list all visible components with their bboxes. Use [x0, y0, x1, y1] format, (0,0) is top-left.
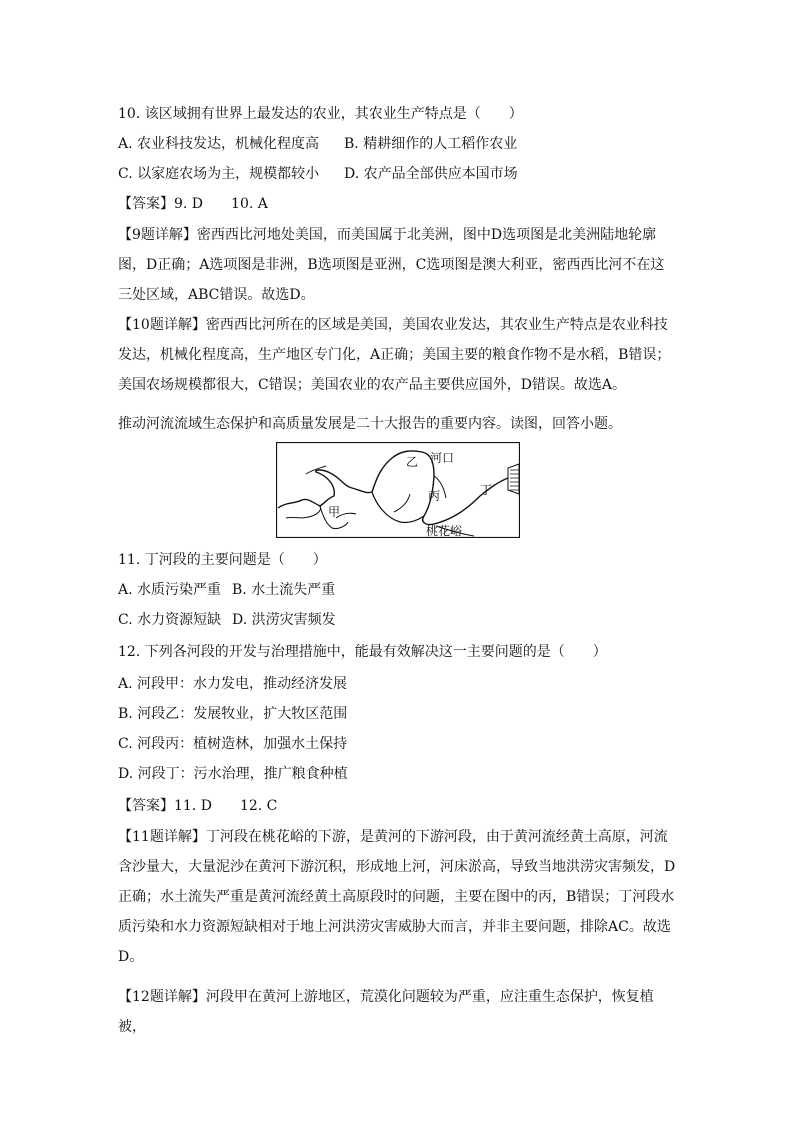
- label-hekou: 河口: [430, 451, 455, 465]
- label-ding: 丁: [480, 483, 493, 497]
- q10-option-d: D. 农产品全部供应本国市场: [344, 166, 518, 182]
- q11-option-c: C. 水力资源短缺: [118, 612, 222, 628]
- q12-option-a: A. 河段甲：水力发电，推动经济发展: [118, 676, 348, 692]
- q11-option-d: D. 洪涝灾害频发: [232, 612, 336, 628]
- river-map-svg: [276, 442, 520, 538]
- q10-option-c: C. 以家庭农场为主，规模都较小: [118, 166, 320, 182]
- explanation-11: 【11题详解】丁河段在桃花峪的下游，是黄河的下游河段，由于黄河流经黄土高原，河流含沙量大，大量泥沙在黄河下游沉积，形成地上河，河床淤高，导致当地洪涝灾害频发，D正确；水土流失严重是黄河流经黄土高原段时的问题，主要在图中的丙，B错误；丁河段水质污染和水力资源短缺相对于地上河洪涝灾害威胁大而言，并非主要问题，排除AC。故选D。: [118, 829, 676, 965]
- answer-9-10: 【答案】9. D 10. A: [118, 196, 268, 212]
- answer-11-12: 【答案】11. D 12. C: [118, 798, 278, 814]
- q12-option-d: D. 河段丁：污水治理，推广粮食种植: [118, 766, 348, 782]
- q10-stem: 10. 该区域拥有世界上最发达的农业，其农业生产特点是（ ）: [118, 106, 523, 122]
- q12-option-b: B. 河段乙：发展牧业，扩大牧区范围: [118, 706, 348, 722]
- q12-option-c: C. 河段丙：植树造林，加强水土保持: [118, 736, 348, 752]
- label-yi: 乙: [406, 455, 419, 469]
- explanation-9: 【9题详解】密西西比河地处美国，而美国属于北美洲，图中D选项图是北美洲陆地轮廓图，D正确；A选项图是非洲，B选项图是亚洲，C选项图是澳大利亚，密西西比河不在这三处区域，ABC错误。故选D。: [118, 227, 665, 303]
- q10-option-a: A. 农业科技发达，机械化程度高: [118, 136, 320, 152]
- q12-stem: 12. 下列各河段的开发与治理措施中，能最有效解决这一主要问题的是（ ）: [118, 644, 607, 660]
- q11-stem: 11. 丁河段的主要问题是（ ）: [118, 552, 327, 568]
- q11-option-a: A. 水质污染严重: [118, 582, 222, 598]
- explanation-10: 【10题详解】密西西比河所在的区域是美国，美国农业发达，其农业生产特点是农业科技发达，机械化程度高，生产地区专门化，A正确；美国主要的粮食作物不是水稻，B错误；美国农场规模都很大，C错误；美国农业的农产品主要供应国外，D错误。故选A。: [118, 317, 671, 393]
- section-intro: 推动河流流域生态保护和高质量发展是二十大报告的重要内容。读图，回答小题。: [118, 416, 622, 432]
- yellow-river-map: [276, 442, 520, 538]
- label-jia: 甲: [328, 505, 341, 519]
- label-taohuayu: 桃花峪: [426, 524, 463, 538]
- label-bing: 丙: [428, 489, 441, 503]
- q11-option-b: B. 水土流失严重: [232, 582, 336, 598]
- q10-option-b: B. 精耕细作的人工稻作农业: [344, 136, 518, 152]
- explanation-12: 【12题详解】河段甲在黄河上游地区，荒漠化问题较为严重，应注重生态保护，恢复植被，: [118, 989, 654, 1035]
